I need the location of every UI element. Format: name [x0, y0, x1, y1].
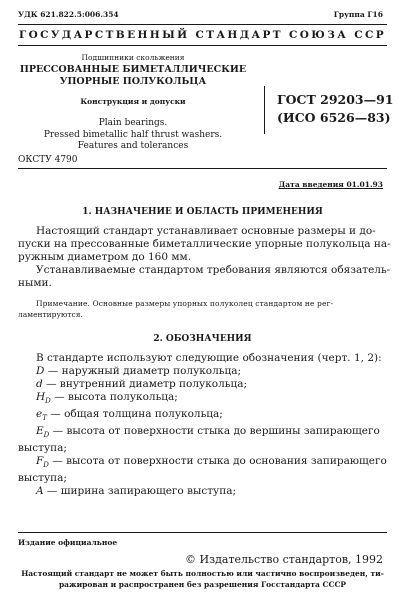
- reproduction-notice: [12, 568, 393, 590]
- copyright: © Издательство стандартов, 1992: [185, 553, 383, 566]
- gost-divider: [264, 86, 265, 134]
- category: Подшипники скольжения: [81, 53, 185, 62]
- title-line-2: УПОРНЫЕ ПОЛУКОЛЬЦА: [59, 76, 207, 87]
- para-1-line-2: пуски на прессованные биметаллические упорные полукольца на-: [18, 238, 391, 250]
- note: [18, 298, 387, 320]
- note-line-2: ламентируются.: [18, 310, 83, 319]
- symbols-intro: В стандарте используют следующие обозначения (черт. 1, 2):: [36, 352, 382, 364]
- section-1-body: [18, 225, 391, 290]
- symbol-item: [18, 425, 387, 442]
- symbol-item: [18, 378, 387, 391]
- symbol-item: [18, 391, 387, 408]
- header-rule-top: [18, 24, 387, 25]
- symbol: e: [36, 408, 43, 421]
- notice-line-2: ражирован и распространен без разрешения Госстандарта СССР: [58, 580, 347, 589]
- title-block: [18, 52, 248, 153]
- para-1-line-3: ружным диаметром до 160 мм.: [18, 251, 192, 263]
- symbol-description: — наружный диаметр полукольца;: [44, 365, 242, 377]
- symbol-description: — внутренний диаметр полукольца;: [42, 378, 248, 390]
- section-2-heading: 2. ОБОЗНАЧЕНИЯ: [153, 334, 252, 344]
- symbol: A: [36, 485, 44, 498]
- okstu-rule: [18, 168, 387, 169]
- symbol-subscript: T: [42, 414, 47, 423]
- en-line-1: Plain bearings.: [98, 118, 168, 128]
- official-edition: Издание официальное: [18, 538, 118, 547]
- gost-number: ГОСТ 29203—91: [277, 92, 394, 107]
- en-line-3: Features and tolerances: [77, 141, 189, 151]
- para-1-line-1: Настоящий стандарт устанавливает основные размеры и до-: [36, 225, 376, 237]
- okstu-code: ОКСТУ 4790: [18, 155, 78, 165]
- symbol: D: [36, 365, 45, 377]
- title-line-1: ПРЕССОВАННЫЕ БИМЕТАЛЛИЧЕСКИЕ: [19, 64, 247, 75]
- symbol: H: [36, 391, 46, 403]
- iso-number: (ИСО 6526—83): [277, 110, 391, 125]
- symbol-description: — высота от поверхности стыка до вершины запирающего: [49, 425, 380, 438]
- symbol-item: [18, 472, 387, 485]
- subtitle: Конструкция и допуски: [80, 97, 186, 106]
- state-standard-banner: ГОСУДАРСТВЕННЫЙ СТАНДАРТ СОЮЗА ССР: [18, 29, 387, 41]
- para-2-line-2: ными.: [18, 277, 52, 289]
- symbol-item: [18, 485, 387, 498]
- section-1-heading: 1. НАЗНАЧЕНИЕ И ОБЛАСТЬ ПРИМЕНЕНИЯ: [82, 207, 323, 217]
- symbol-list: [18, 365, 387, 498]
- symbol-item: [18, 455, 387, 472]
- symbol-subscript: D: [45, 397, 51, 406]
- group-code: Группа Г16: [333, 10, 383, 19]
- symbol-description: — высота от поверхности стыка до основания запирающего: [48, 455, 387, 468]
- udk-code: УДК 621.822.5:006.354: [18, 10, 119, 19]
- date-introduction: Дата введения 01.01.93: [278, 180, 383, 189]
- para-2-line-1: Устанавливаемые стандартом требования являются обязатель-: [36, 264, 391, 276]
- symbol-subscript: D: [43, 431, 50, 440]
- symbol: F: [36, 455, 44, 468]
- symbol-subscript: D: [43, 461, 49, 470]
- symbol-description: — общая толщина полукольца;: [46, 408, 223, 421]
- section-2-body: [18, 352, 387, 498]
- symbol-description: выступа;: [18, 442, 67, 455]
- symbol-item: [18, 408, 387, 425]
- note-line-1: Примечание. Основные размеры упорных полуколец стандартом не рег-: [36, 299, 334, 308]
- symbol-description: выступа;: [18, 472, 67, 485]
- en-line-2: Pressed bimetallic half thrust washers.: [43, 129, 223, 140]
- symbol-item: [18, 442, 387, 455]
- symbol: d: [36, 378, 43, 390]
- header-rule-bottom: [18, 45, 387, 46]
- symbol-item: [18, 365, 387, 378]
- symbol: E: [36, 425, 44, 438]
- symbol-description: — ширина запирающего выступа;: [43, 485, 237, 498]
- footer-rule: [18, 532, 387, 533]
- notice-line-1: Настоящий стандарт не может быть полностью или частично воспроизведен, ти-: [21, 569, 384, 578]
- symbol-description: — высота полукольца;: [50, 391, 178, 403]
